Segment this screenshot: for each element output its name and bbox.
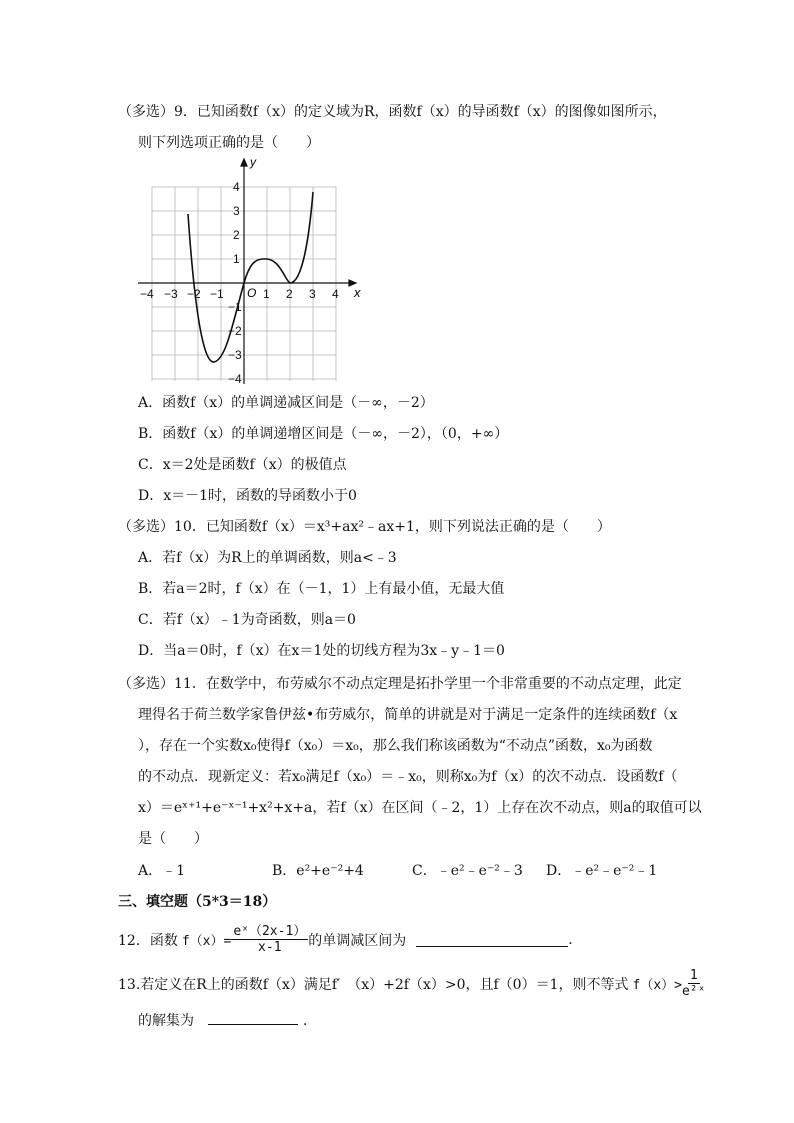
- y-tick-label: 1: [233, 252, 240, 266]
- y-tick-label: 3: [233, 204, 240, 218]
- x-tick-label: −4: [140, 287, 154, 301]
- section-heading: 三、填空题（5*3＝18）: [118, 894, 277, 910]
- x-tick-label: −1: [210, 287, 224, 301]
- y-tick-label: −3: [228, 348, 242, 362]
- y-tick-label: 2: [233, 228, 240, 242]
- q12-suffix: 的单调减区间为: [308, 932, 407, 949]
- y-tick-label: −1: [228, 300, 242, 314]
- q12-answer-blank[interactable]: [416, 932, 568, 947]
- q13-line: [118, 968, 705, 999]
- x-tick-label: −3: [164, 287, 178, 301]
- q9-stem-line2: 则下列选项正确的是（ ）: [138, 135, 320, 151]
- y-tick-label: −2: [228, 324, 242, 338]
- q10-option-b: B．若a＝2时，f（x）在（－1，1）上有最小值，无最大值: [138, 581, 505, 597]
- y-tick-label: −4: [228, 372, 242, 386]
- q9-option-b: B．函数f（x）的单调递增区间是（－∞，－2），（0，+∞）: [138, 426, 509, 442]
- q13-answer-prefix: 的解集为: [138, 1013, 194, 1029]
- q11-stem-line: x）＝eˣ⁺¹+e⁻ˣ⁻¹+x²+x+a，若f（x）在区间（﹣2，1）上存在次不动点，则a的取值可以: [138, 800, 702, 816]
- q11-option-c: C．﹣e²﹣e⁻²﹣3: [412, 863, 523, 879]
- q9-option-a: A．函数f（x）的单调递减区间是（－∞，－2）: [138, 395, 434, 411]
- x-tick-label: 2: [286, 287, 293, 301]
- q9-stem-line1: （多选）9．已知函数f（x）的定义域为R，函数f（x）的导函数f（x）的图像如图所示，: [118, 104, 667, 120]
- q13-inequality-lhs: f（x）>: [632, 978, 682, 993]
- q10-option-d: D．当a＝0时，f（x）在x＝1处的切线方程为3x﹣y﹣1＝0: [138, 643, 505, 659]
- q10-stem: （多选）10．已知函数f（x）＝x³+ax²﹣ax+1，则下列说法正确的是（ ）: [118, 519, 611, 535]
- q12-numerator: eˣ（2x-1）: [233, 924, 307, 939]
- x-tick-label: −2: [187, 287, 201, 301]
- derivative-curve: [188, 192, 313, 362]
- q11-stem-line: 的不动点．现新定义：若x₀满足f（x₀）＝﹣x₀，则称x₀为f（x）的次不动点．设函数f（: [138, 769, 678, 785]
- q11-option-d: D．﹣e²﹣e⁻²﹣1: [546, 863, 658, 879]
- q13-fraction: [682, 968, 705, 999]
- q12-function-name: f（x）=: [181, 934, 232, 949]
- derivative-graph: [130, 152, 370, 387]
- y-tick-label: 4: [233, 180, 240, 194]
- q12-line: 12．函数 f（x）= $\frac{\text{eˣ（2x-1）}}{x-1}$ 的单调减区间为 .: [118, 924, 573, 955]
- q13-denominator: e²ˣ: [681, 984, 706, 999]
- q11-stem-line: 理得名于荷兰数学家鲁伊兹•布劳威尔，简单的讲就是对于满足一定条件的连续函数f（x: [138, 707, 678, 723]
- q12-prefix: 12．函数: [118, 932, 178, 949]
- origin-label: O: [247, 286, 257, 300]
- q13-numerator: 1: [689, 968, 698, 983]
- graph-axes: [138, 159, 356, 384]
- q10-option-c: C．若f（x）﹣1为奇函数，则a＝0: [138, 612, 356, 628]
- q13-answer-blank[interactable]: [208, 1010, 298, 1025]
- q11-option-a: A．﹣1: [138, 863, 186, 879]
- q12-fraction: [231, 924, 308, 955]
- x-axis-label: x: [354, 285, 361, 300]
- y-axis-label: y: [250, 155, 256, 169]
- x-tick-label: 1: [263, 287, 270, 301]
- q9-option-c: C．x＝2处是函数f（x）的极值点: [138, 457, 347, 473]
- q11-option-b: B．e²+e⁻²+4: [272, 863, 364, 879]
- q13-stem: 13.若定义在R上的函数f（x）满足f′ （x）+2f（x）>0，且f（0）＝1，则不等式: [118, 976, 629, 993]
- q11-stem-line: （多选）11．在数学中，布劳威尔不动点定理是拓扑学里一个非常重要的不动点定理，此定: [118, 676, 682, 692]
- x-tick-label: 3: [309, 287, 316, 301]
- q12-denominator: x-1: [258, 940, 282, 955]
- q9-option-d: D．x＝－1时，函数的导函数小于0: [138, 488, 357, 504]
- q11-stem-line: ），存在一个实数x₀使得f（x₀）＝x₀，那么我们称该函数为“不动点”函数，x₀为函数: [138, 738, 653, 754]
- q10-option-a: A．若f（x）为R上的单调函数，则a<﹣3: [138, 550, 397, 566]
- x-tick-label: 4: [332, 287, 339, 301]
- q11-stem-line: 是（ ）: [138, 831, 208, 847]
- q13-line2: 的解集为 .: [138, 1010, 307, 1030]
